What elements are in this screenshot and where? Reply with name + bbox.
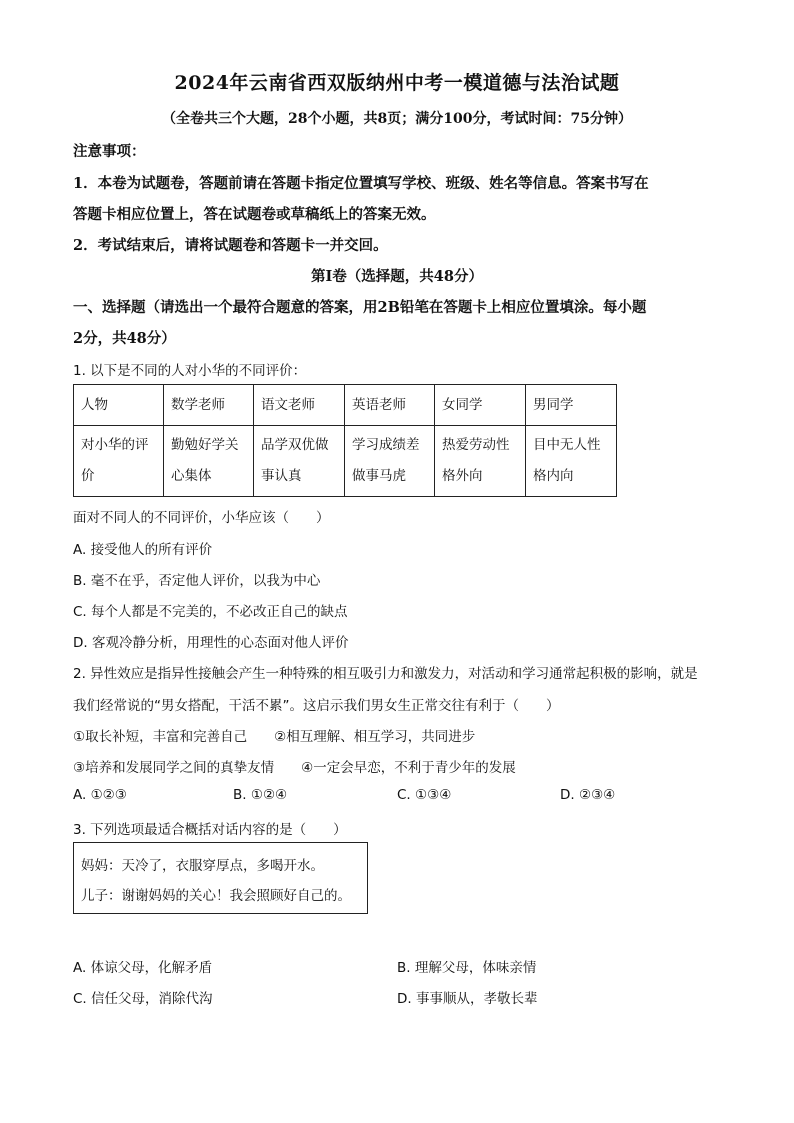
table-cell: 对小华的评 价 bbox=[74, 426, 164, 497]
q1-option-a: A. 接受他人的所有评价 bbox=[73, 542, 213, 558]
notice-heading: 注意事项： bbox=[73, 143, 146, 160]
q3-option-a: A. 体谅父母，化解矛盾 bbox=[73, 960, 213, 976]
q2-option-a: A. ①②③ bbox=[73, 787, 127, 803]
q2-statements-line-2: ③培养和发展同学之间的真挚友情 ④一定会早恋，不利于青少年的发展 bbox=[73, 760, 516, 776]
table-header-cell: 英语老师 bbox=[345, 385, 435, 426]
dialog-son-line: 儿子：谢谢妈妈的关心！我会照顾好自己的。 bbox=[81, 888, 351, 904]
q2-option-d: D. ②③④ bbox=[560, 787, 616, 803]
q1-option-b: B. 毫不在乎，否定他人评价，以我为中心 bbox=[73, 573, 321, 589]
q3-option-d: D. 事事顺从，孝敬长辈 bbox=[397, 991, 538, 1007]
q1-stem: 1. 以下是不同的人对小华的不同评价： bbox=[73, 363, 307, 379]
q3-stem: 3. 下列选项最适合概括对话内容的是（ ） bbox=[73, 822, 347, 838]
notice-item-2: 2．考试结束后，请将试题卷和答题卡一并交回。 bbox=[73, 237, 388, 254]
page-subtitle: （全卷共三个大题，28个小题，共8页；满分100分，考试时间：75分钟） bbox=[162, 111, 632, 127]
q1-option-c: C. 每个人都是不完美的，不必改正自己的缺点 bbox=[73, 604, 348, 620]
evaluation-table bbox=[73, 384, 617, 497]
table-cell: 目中无人性 格内向 bbox=[526, 426, 617, 497]
q2-statements-line-1: ①取长补短，丰富和完善自己 ②相互理解、相互学习，共同进步 bbox=[73, 729, 476, 745]
q2-stem-line-1: 2. 异性效应是指异性接触会产生一种特殊的相互吸引力和激发力，对活动和学习通常起积极的影响，就是 bbox=[73, 666, 698, 682]
q2-stem-line-2: 我们经常说的“男女搭配，干活不累”。这启示我们男女生正常交往有利于（ ） bbox=[73, 698, 560, 714]
table-header-row bbox=[74, 385, 617, 426]
dialog-mom-line: 妈妈：天冷了，衣服穿厚点，多喝开水。 bbox=[81, 858, 324, 874]
table-header-cell: 语文老师 bbox=[254, 385, 345, 426]
q3-option-b: B. 理解父母，体味亲情 bbox=[397, 960, 537, 976]
q2-option-c: C. ①③④ bbox=[397, 787, 452, 803]
table-header-cell: 女同学 bbox=[435, 385, 526, 426]
notice-item-1-line-2: 答题卡相应位置上，答在试题卷或草稿纸上的答案无效。 bbox=[73, 206, 436, 223]
part-1-heading: 第Ⅰ卷（选择题，共48分） bbox=[311, 268, 483, 285]
table-row bbox=[74, 426, 617, 497]
q2-option-b: B. ①②④ bbox=[233, 787, 288, 803]
page-title: 2024年云南省西双版纳州中考一模道德与法治试题 bbox=[174, 72, 620, 94]
table-header-cell: 人物 bbox=[74, 385, 164, 426]
section-1-line-1: 一、选择题（请选出一个最符合题意的答案，用2B铅笔在答题卡上相应位置填涂。每小题 bbox=[73, 299, 647, 316]
table-header-cell: 男同学 bbox=[526, 385, 617, 426]
table-cell: 勤勉好学关 心集体 bbox=[164, 426, 254, 497]
table-header-cell: 数学老师 bbox=[164, 385, 254, 426]
q1-question: 面对不同人的不同评价，小华应该（ ） bbox=[73, 510, 330, 526]
q3-option-c: C. 信任父母，消除代沟 bbox=[73, 991, 213, 1007]
dialog-box bbox=[73, 842, 368, 914]
section-1-line-2: 2分，共48分） bbox=[73, 330, 176, 347]
q1-option-d: D. 客观冷静分析，用理性的心态面对他人评价 bbox=[73, 635, 349, 651]
table-cell: 学习成绩差 做事马虎 bbox=[345, 426, 435, 497]
table-cell: 热爱劳动性 格外向 bbox=[435, 426, 526, 497]
notice-item-1-line-1: 1．本卷为试题卷，答题前请在答题卡指定位置填写学校、班级、姓名等信息。答案书写在 bbox=[73, 175, 649, 192]
table-cell: 品学双优做 事认真 bbox=[254, 426, 345, 497]
